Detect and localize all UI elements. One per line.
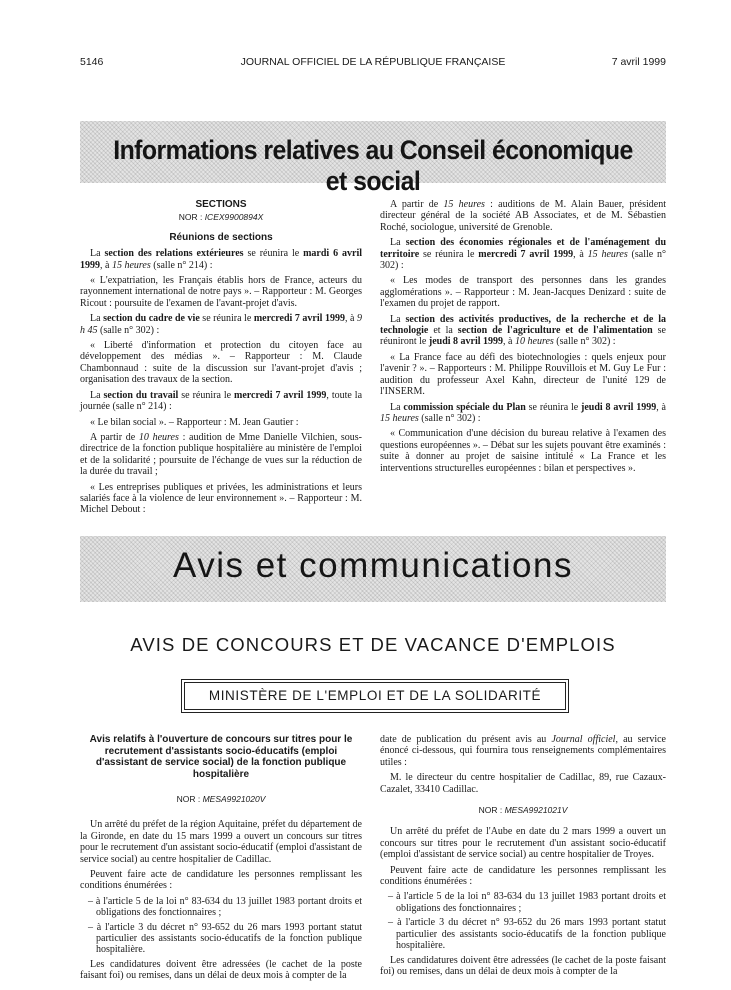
banner-conseil-economique xyxy=(80,121,666,196)
paragraph: La section du travail se réunira le mercredi 7 avril 1999, toute la journée (salle n° 214) : xyxy=(80,389,363,413)
paragraph: M. le directeur du centre hospitalier de Cadillac, 89, rue Cazaux-Cazalet, 33410 Cadillac. xyxy=(380,772,666,795)
issue-date: 7 avril 1999 xyxy=(611,56,666,68)
banner-title: Avis et communications xyxy=(172,546,573,585)
paragraph: « Communication d'une décision du bureau relative à l'examen des questions européennes ». – Débat sur les sujets pouvant être examinés : suite à donner au projet de saisine intitulé « La France et les interventions structurelles européennes : bilan et perspectives ». xyxy=(380,428,666,474)
nor-reference: NOR : ICEX9900894X xyxy=(178,212,264,223)
paragraph: « La France face au défi des biotechnologies : quels enjeux pour l'avenir ? ». – Rapporteurs : M. Philippe Rouvillois et M. Guy Le Fur : audition du professeur Axel Kahn, directeur de l'unité 129 de l'INSERM. xyxy=(380,351,666,398)
list-item: – à l'article 3 du décret n° 93-652 du 26 mars 1993 portant statut particulier des assistants socio-éducatifs de la fonction publique hospitalière. xyxy=(88,921,362,956)
sections-left-column xyxy=(80,199,362,520)
paragraph: « Le bilan social ». – Rapporteur : M. Jean Gautier : xyxy=(90,416,299,428)
nor-reference: NOR : MESA9921020V xyxy=(176,794,266,804)
reunions-subtitle: Réunions de sections xyxy=(169,231,273,243)
paragraph: La commission spéciale du Plan se réunira le jeudi 8 avril 1999, à 15 heures (salle n° 302) : xyxy=(380,401,666,424)
avis-left-column xyxy=(80,734,362,986)
paragraph: « Les modes de transport des personnes dans les grandes agglomérations ». – Rapporteur : M. Jean-Jacques Denizard : suite de l'examen du projet de rapport. xyxy=(380,275,666,310)
list-item: – à l'article 5 de la loi n° 83-634 du 13 juillet 1983 portant droits et obligations des fonctionnaires ; xyxy=(88,895,362,919)
paragraph: La section du cadre de vie se réunira le mercredi 7 avril 1999, à 9 h 45 (salle n° 302) : xyxy=(80,313,362,336)
paragraph: Un arrêté du préfet de la région Aquitaine, préfet du département de la Gironde, en date du 15 mars 1999 a ouvert un concours sur titres pour le recrutement d'un assistant socio-éducatif (emploi d'assistant de service social) au centre hospitalier de Cadillac. xyxy=(80,819,362,865)
paragraph: « Liberté d'information et protection du citoyen face au développement des médias ». – Rapporteur : M. Claude Chambonnaud : suite de la discussion sur l'avant-projet d'avis ; organisation des travaux de la section. xyxy=(80,340,362,386)
paragraph: « Les entreprises publiques et privées, les administrations et leurs salariés face à la violence de leur environnement ». – Rapporteur : M. Michel Debout : xyxy=(80,481,362,516)
ministere-box: MINISTÈRE DE L'EMPLOI ET DE LA SOLIDARITÉ xyxy=(184,682,566,710)
paragraph: Peuvent faire acte de candidature les personnes remplissant les conditions énumérées : xyxy=(380,864,666,888)
avis-title: Avis relatifs à l'ouverture de concours sur titres pour le recrutement d'assistants socio-éducatifs (emploi d'assistant de service social) de la fonction publique hospitalière xyxy=(89,734,353,780)
paragraph: A partir de 15 heures : auditions de M. Alain Bauer, président directeur général de la société AB Associates, et de M. Sébastien Roché, sociologue, université de Grenoble. xyxy=(380,199,667,233)
paragraph: date de publication du présent avis au Journal officiel, au service énoncé ci-dessous, qui fournira tous renseignements complémentaires utiles : xyxy=(380,734,666,768)
paragraph: Peuvent faire acte de candidature les personnes remplissant les conditions énumérées : xyxy=(80,869,362,892)
sections-title: SECTIONS xyxy=(195,199,247,210)
avis-right-column xyxy=(380,734,666,981)
list-item: – à l'article 5 de la loi n° 83-634 du 13 juillet 1983 portant droits et obligations des fonctionnaires ; xyxy=(388,891,666,914)
paragraph: La section des économies régionales et de l'aménagement du territoire se réunira le mercredi 7 avril 1999, à 15 heures (salle n° 302) : xyxy=(380,237,667,272)
nor-reference: NOR : MESA9921021V xyxy=(478,805,568,816)
journal-title: JOURNAL OFFICIEL DE LA RÉPUBLIQUE FRANÇAISE xyxy=(240,56,506,68)
banner-title: Informations relatives au Conseil économique et social xyxy=(113,135,633,196)
list-item: – à l'article 3 du décret n° 93-652 du 26 mars 1993 portant statut particulier des assistants socio-éducatifs de la fonction publique hospitalière. xyxy=(388,917,666,952)
page-number: 5146 xyxy=(80,56,104,68)
paragraph: La section des relations extérieures se réunira le mardi 6 avril 1999, à 15 heures (salle n° 214) : xyxy=(80,248,362,271)
concours-heading: AVIS DE CONCOURS ET DE VACANCE D'EMPLOIS xyxy=(130,634,616,655)
paragraph: La section des activités productives, de la recherche et de la technologie et la section de l'agriculture et de l'alimentation se réuniront le jeudi 8 avril 1999, à 10 heures (salle n° 302) : xyxy=(380,313,666,348)
paragraph: Un arrêté du préfet de l'Aube en date du 2 mars 1999 a ouvert un concours sur titres pour le recrutement d'un assistant socio-éducatif (emploi d'assistant de service social) au centre hospitalier de Troyes. xyxy=(380,826,666,861)
paragraph: Les candidatures doivent être adressées (le cachet de la poste faisant foi) ou remises, dans un délai de deux mois à compter de la xyxy=(380,954,666,977)
banner-avis-communications xyxy=(80,536,666,602)
running-header xyxy=(80,56,666,70)
paragraph: Les candidatures doivent être adressées (le cachet de la poste faisant foi) ou remises, dans un délai de deux mois à compter de la xyxy=(80,958,362,982)
paragraph: « L'expatriation, les Français établis hors de France, acteurs du rayonnement international de notre pays ». – Rapporteur : M. Georges Ricout : poursuite de l'examen de l'avant-projet d'avis. xyxy=(80,275,362,309)
sections-right-column xyxy=(380,199,666,478)
paragraph: A partir de 10 heures : audition de Mme Danielle Vilchien, sous-directrice de la fonction publique hospitalière au ministère de l'emploi et de la solidarité ; poursuite de l'échange de vues sur la réduction de la durée du travail ; xyxy=(80,431,363,478)
